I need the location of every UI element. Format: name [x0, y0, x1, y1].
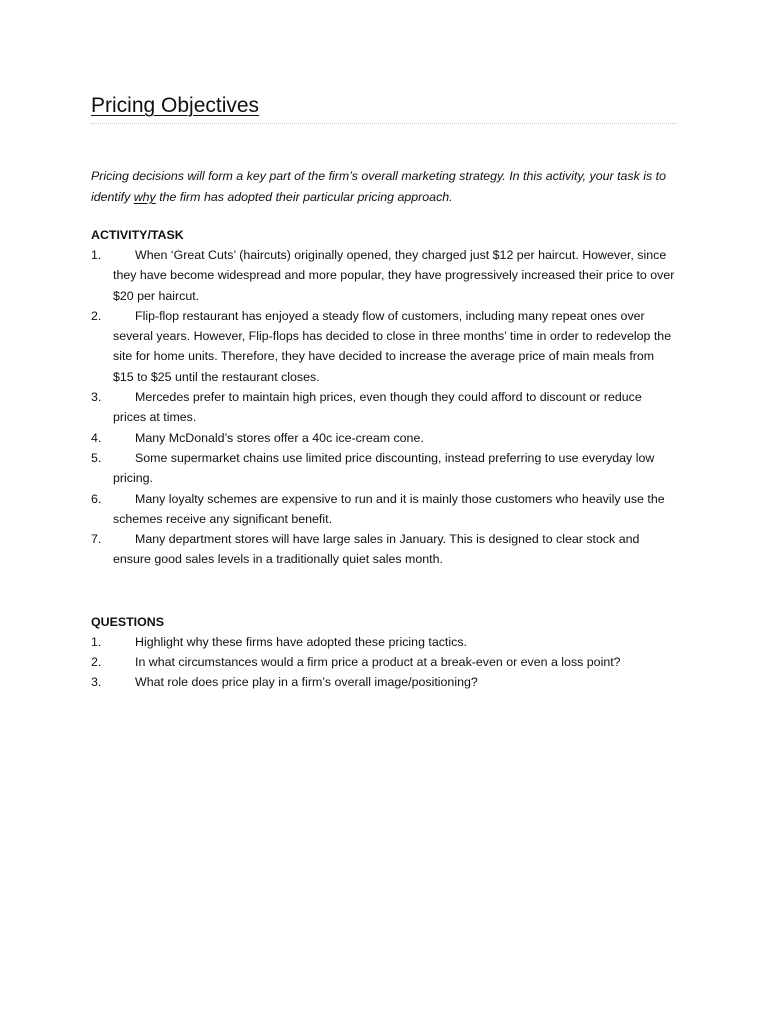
item-number: 5. [91, 450, 102, 465]
question-item [91, 632, 677, 652]
activity-item [91, 306, 677, 387]
item-text: When ‘Great Cuts’ (haircuts) originally opened, they charged just $12 per haircut. However, since they have become widespread and more popular, they have progressively increased their price to over $20 per haircut. [113, 248, 675, 303]
page-title: Pricing Objectives [91, 94, 260, 117]
intro-text-end: the firm has adopted their particular pricing approach. [155, 190, 453, 204]
activity-heading: ACTIVITY/TASK [91, 228, 184, 242]
item-text: Many loyalty schemes are expensive to run and it is mainly those customers who heavily use the schemes receive any significant benefit. [113, 491, 665, 526]
question-number: 2. [91, 655, 102, 670]
activity-item [91, 489, 677, 530]
questions-heading: QUESTIONS [91, 614, 164, 629]
intro-emphasis: why [133, 190, 156, 204]
item-text: Mercedes prefer to maintain high prices, even though they could afford to discount or reduce prices at times. [113, 390, 642, 425]
activity-item [91, 448, 677, 489]
item-text: Many department stores will have large sales in January. This is designed to clear stock and ensure good sales levels in a traditionally quiet sales month. [113, 532, 640, 567]
item-text: Some supermarket chains use limited price discounting, instead preferring to use everyday low pricing. [113, 450, 655, 486]
activity-item [91, 428, 677, 448]
intro-text-start: Pricing decisions will form a key part of the firm’s overall marketing strategy. In this activity, your task is to identify [91, 169, 666, 204]
item-text: Flip-flop restaurant has enjoyed a steady flow of customers, including many repeat ones over several years. However, Flip-flops has decided to close in three months’ time in order to redevelop the site for home units. Therefore, they have decided to increase the average price of main meals from $15 to $25 until the restaurant closes. [113, 308, 672, 384]
question-text: Highlight why these firms have adopted these pricing tactics. [135, 634, 467, 649]
question-number: 3. [91, 675, 102, 690]
intro-paragraph [91, 166, 677, 208]
item-text: Many McDonald’s stores offer a 40c ice-cream cone. [135, 430, 424, 445]
question-item [91, 652, 677, 672]
item-number: 6. [91, 491, 102, 506]
activity-item [91, 387, 677, 428]
document-page [91, 92, 677, 693]
questions-list [91, 632, 677, 693]
activity-list [91, 245, 677, 570]
item-number: 3. [91, 390, 102, 405]
item-number: 4. [91, 430, 102, 445]
question-text: What role does price play in a firm’s overall image/positioning? [135, 675, 478, 690]
question-text: In what circumstances would a firm price a product at a break-even or even a loss point? [135, 655, 621, 670]
question-number: 1. [91, 634, 102, 649]
question-item [91, 672, 677, 692]
activity-item [91, 529, 677, 570]
title-divider [91, 123, 677, 124]
item-number: 7. [91, 532, 102, 547]
item-number: 2. [91, 308, 102, 323]
item-number: 1. [91, 248, 102, 262]
activity-item [91, 245, 677, 306]
